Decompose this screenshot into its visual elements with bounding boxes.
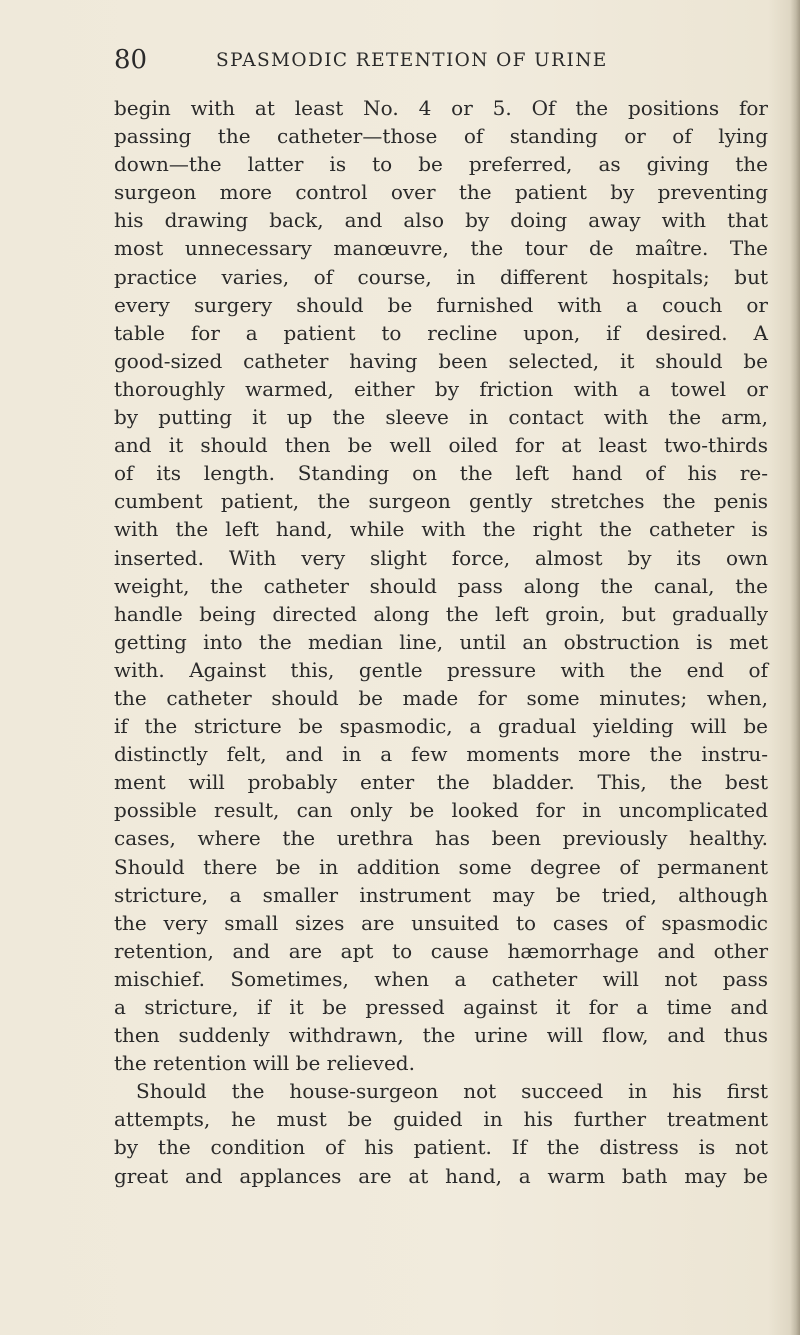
text-line: by putting it up the sleeve in contact with the arm, — [114, 405, 768, 430]
paragraph-first-line: Should the house-surgeon not succeed in his first — [136, 1079, 768, 1104]
text-line: with the left hand, while with the right the catheter is — [114, 517, 768, 542]
text-line: with. Against this, gentle pressure with the end of — [114, 657, 768, 682]
text-line: by the condition of his patient. If the distress is not — [114, 1135, 768, 1160]
text-line: and it should then be well oiled for at least two-thirds — [114, 433, 768, 458]
text-line: table for a patient to recline upon, if desired. A — [114, 320, 768, 345]
text-line: inserted. With very slight force, almost by its own — [114, 545, 768, 570]
text-line: distinctly felt, and in a few moments more the instru- — [114, 742, 768, 767]
text-line: a stricture, if it be pressed against it for a time and — [114, 995, 768, 1019]
text-line: begin with at least No. 4 or 5. Of the positions for — [114, 96, 768, 120]
text-line: cumbent patient, the surgeon gently stretches the penis — [114, 489, 768, 514]
text-line: his drawing back, and also by doing away with that — [114, 208, 768, 233]
text-line: then suddenly withdrawn, the urine will flow, and thus — [114, 1023, 768, 1048]
text-line: cases, where the urethra has been previously healthy. — [114, 826, 768, 851]
text-line: passing the catheter—those of standing or of lying — [114, 124, 768, 149]
text-line: ment will probably enter the bladder. This, the best — [114, 770, 768, 795]
text-line: good-sized catheter having been selected, it should be — [114, 348, 768, 373]
text-line: thoroughly warmed, either by friction with a towel or — [114, 376, 768, 401]
text-line: attempts, he must be guided in his further treatment — [114, 1107, 768, 1132]
text-line: the very small sizes are unsuited to cases of spasmodic — [114, 910, 768, 935]
text-line: down—the latter is to be preferred, as giving the — [114, 152, 768, 177]
text-line: mischief. Sometimes, when a catheter will not pass — [114, 966, 768, 991]
text-line: great and applances are at hand, a warm bath may be — [114, 1163, 768, 1188]
text-line: practice varies, of course, in different hospitals; but — [114, 264, 768, 289]
text-line: if the stricture be spasmodic, a gradual yielding will be — [114, 714, 768, 739]
paragraph-last-line: the retention will be relieved. — [114, 1051, 415, 1076]
text-line: the catheter should be made for some minutes; when, — [114, 685, 768, 710]
text-line: of its length. Standing on the left hand of his re- — [114, 461, 768, 486]
text-line: surgeon more control over the patient by preventing — [114, 180, 768, 205]
page-edge-shadow — [790, 0, 800, 1335]
text-line: most unnecessary manœuvre, the tour de maître. The — [114, 236, 768, 261]
text-line: stricture, a smaller instrument may be tried, although — [114, 882, 768, 907]
text-line: weight, the catheter should pass along the canal, the — [114, 573, 768, 598]
text-line: possible result, can only be looked for in uncomplicated — [114, 798, 768, 823]
running-head: SPASMODIC RETENTION OF URINE — [216, 50, 608, 71]
text-line: getting into the median line, until an obstruction is met — [114, 629, 768, 654]
text-line: Should there be in addition some degree of permanent — [114, 854, 768, 879]
page-header — [114, 40, 754, 80]
text-line: handle being directed along the left groin, but gradually — [114, 601, 768, 626]
body-text — [114, 94, 768, 1190]
text-line: retention, and are apt to cause hæmorrhage and other — [114, 938, 768, 963]
text-line: every surgery should be furnished with a couch or — [114, 292, 768, 317]
page-number: 80 — [114, 45, 148, 75]
